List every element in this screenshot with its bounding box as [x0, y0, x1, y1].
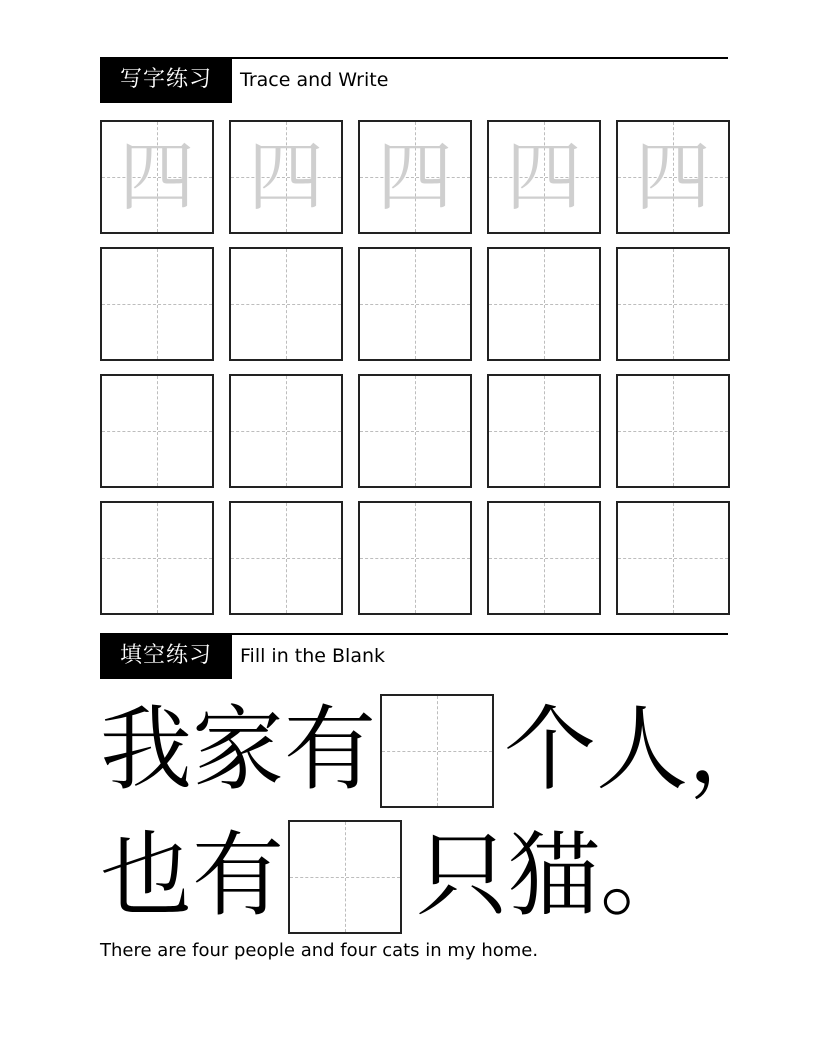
- answer-blank[interactable]: [380, 694, 494, 808]
- trace-cell[interactable]: [616, 120, 730, 234]
- writing-cell[interactable]: [358, 247, 472, 361]
- writing-cell[interactable]: [100, 501, 214, 615]
- writing-cell[interactable]: [487, 247, 601, 361]
- sentence-text: 也有: [100, 822, 285, 929]
- answer-blank[interactable]: [288, 820, 402, 934]
- writing-cell[interactable]: [487, 501, 601, 615]
- fill-section-header: [100, 633, 728, 679]
- trace-cell[interactable]: [358, 120, 472, 234]
- writing-cell[interactable]: [358, 374, 472, 488]
- trace-character: 四: [119, 132, 195, 221]
- sentence-text: 个人，: [504, 696, 781, 803]
- writing-cell[interactable]: [358, 501, 472, 615]
- writing-cell[interactable]: [100, 247, 214, 361]
- writing-cell[interactable]: [229, 501, 343, 615]
- trace-character: 四: [377, 132, 453, 221]
- trace-character: 四: [248, 132, 324, 221]
- writing-cell[interactable]: [616, 374, 730, 488]
- writing-cell[interactable]: [616, 501, 730, 615]
- writing-cell[interactable]: [229, 247, 343, 361]
- sentence-text: 我家有: [100, 696, 377, 803]
- writing-grid: [100, 120, 729, 615]
- section-subtitle: Fill in the Blank: [240, 645, 386, 667]
- sentence-line-2: [100, 820, 700, 932]
- trace-cell[interactable]: [487, 120, 601, 234]
- writing-cell[interactable]: [616, 247, 730, 361]
- trace-cell[interactable]: [229, 120, 343, 234]
- trace-character: 四: [506, 132, 582, 221]
- section-subtitle: Trace and Write: [240, 69, 389, 91]
- trace-character: 四: [635, 132, 711, 221]
- trace-cell[interactable]: [100, 120, 214, 234]
- sentence-line-1: [100, 694, 781, 806]
- sentence-text: 只猫。: [416, 822, 693, 929]
- writing-cell[interactable]: [100, 374, 214, 488]
- section-tag: 写字练习: [100, 57, 232, 103]
- writing-cell[interactable]: [487, 374, 601, 488]
- translation-text: There are four people and four cats in my home.: [100, 940, 539, 961]
- trace-section-header: [100, 57, 728, 103]
- writing-cell[interactable]: [229, 374, 343, 488]
- section-tag: 填空练习: [100, 633, 232, 679]
